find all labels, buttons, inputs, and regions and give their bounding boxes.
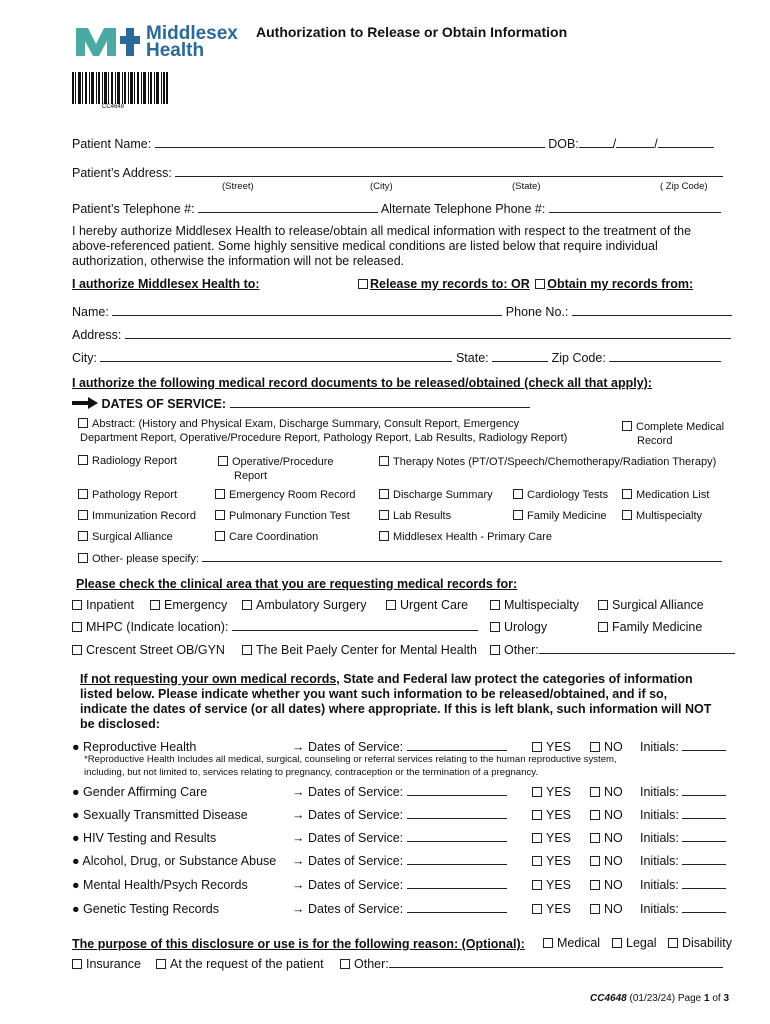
radiology-checkbox[interactable]	[78, 455, 88, 465]
yes-label: YES	[546, 740, 572, 754]
zip-caption: ( Zip Code)	[660, 181, 708, 192]
recipient-address-field[interactable]	[125, 328, 731, 339]
complete-record-label: Complete Medical	[636, 421, 725, 433]
cardiology-checkbox[interactable]	[513, 489, 523, 499]
er-label: Emergency Room Record	[229, 489, 356, 501]
discharge-checkbox[interactable]	[379, 489, 389, 499]
no-checkbox[interactable]	[590, 742, 600, 752]
bullet-icon: ●	[72, 785, 80, 799]
barcode	[72, 72, 168, 112]
pulmonary-checkbox[interactable]	[215, 510, 225, 520]
other-purpose-checkbox[interactable]	[340, 959, 350, 969]
recipient-state-label: State:	[455, 351, 489, 365]
dates-field[interactable]	[407, 878, 507, 889]
recipient-phone-field[interactable]	[572, 305, 732, 316]
initials-label: Initials:	[640, 878, 679, 892]
pathology-checkbox[interactable]	[78, 489, 88, 499]
immunization-checkbox[interactable]	[78, 510, 88, 520]
obtain-checkbox[interactable]	[535, 279, 545, 289]
no-checkbox[interactable]	[590, 880, 600, 890]
no-checkbox[interactable]	[590, 904, 600, 914]
medical-checkbox[interactable]	[543, 938, 553, 948]
medical-label: Medical	[557, 936, 601, 950]
category-row	[72, 878, 248, 892]
footer-page-info	[590, 993, 729, 1004]
complete-record-checkbox[interactable]	[622, 421, 632, 431]
initials-label: Initials:	[640, 808, 679, 822]
mhpc-label: MHPC (Indicate location):	[86, 620, 229, 634]
footer-of: of	[712, 993, 721, 1004]
phone-label: Patient’s Telephone #:	[72, 202, 195, 216]
dates-label: → Dates of Service:	[292, 902, 404, 916]
lab-label: Lab Results	[393, 510, 452, 522]
pathology-label: Pathology Report	[92, 489, 177, 501]
bullet-icon: ●	[72, 831, 80, 845]
category-label: Alcohol, Drug, or Substance Abuse	[82, 854, 277, 868]
dates-field[interactable]	[407, 808, 507, 819]
footer-page-number: 1	[704, 993, 710, 1004]
initials-field[interactable]	[682, 808, 726, 819]
intro-line-2: above-referenced patient. Some highly sensitive medical conditions are listed below that require individual	[72, 239, 658, 253]
authorize-label: I authorize Middlesex Health to:	[72, 277, 260, 291]
recipient-name-field[interactable]	[112, 305, 502, 316]
initials-field[interactable]	[682, 740, 726, 751]
purpose-heading: The purpose of this disclosure or use is for the following reason: (Optional):	[72, 937, 525, 951]
initials-label: Initials:	[640, 831, 679, 845]
obtain-label: Obtain my records from:	[547, 277, 694, 291]
protected-line-3: indicate the dates of service (or all dates) where appropriate. If this is left blank, such information will NOT	[80, 702, 712, 716]
yes-label: YES	[546, 808, 572, 822]
initials-field[interactable]	[682, 902, 726, 913]
cardiology-label: Cardiology Tests	[527, 489, 609, 501]
category-row	[72, 808, 248, 822]
alt-phone-label: Alternate Telephone Phone #:	[380, 202, 546, 216]
dates-field[interactable]	[407, 831, 507, 842]
patient-address-field[interactable]	[175, 166, 723, 177]
address-label: Patient’s Address:	[72, 166, 172, 180]
patient-name-field[interactable]	[155, 137, 545, 148]
category-row	[72, 831, 216, 845]
dates-field[interactable]	[407, 785, 507, 796]
dates-label: → Dates of Service:	[292, 808, 404, 822]
clinical-heading: Please check the clinical area that you are requesting medical records for:	[76, 577, 518, 591]
no-label: NO	[604, 831, 623, 845]
yes-label: YES	[546, 902, 572, 916]
ambulatory-checkbox[interactable]	[242, 600, 252, 610]
initials-label: Initials:	[640, 902, 679, 916]
surgical-alliance-label: Surgical Alliance	[612, 598, 704, 612]
yes-checkbox[interactable]	[532, 787, 542, 797]
category-row	[72, 902, 219, 916]
discharge-label: Discharge Summary	[393, 489, 493, 501]
beit-checkbox[interactable]	[242, 645, 252, 655]
street-caption: (Street)	[222, 181, 254, 192]
initials-field[interactable]	[682, 854, 726, 865]
crescent-checkbox[interactable]	[72, 645, 82, 655]
no-label: NO	[604, 740, 623, 754]
dates-label: → Dates of Service:	[292, 831, 404, 845]
category-row	[72, 854, 276, 868]
mhpc-location-field[interactable]	[232, 620, 478, 631]
intro-line-1: I hereby authorize Middlesex Health to release/obtain all medical information with respect to the treatment of the	[72, 224, 692, 238]
yes-label: YES	[546, 831, 572, 845]
bullet-icon: ●	[72, 902, 80, 916]
emergency-checkbox[interactable]	[150, 600, 160, 610]
recipient-address-label: Address:	[72, 328, 122, 342]
recipient-zip-label: Zip Code:	[551, 351, 606, 365]
recipient-city-label: City:	[72, 351, 97, 365]
category-label: Gender Affirming Care	[83, 785, 208, 799]
yes-checkbox[interactable]	[532, 904, 542, 914]
recipient-name-label: Name:	[72, 305, 109, 319]
urology-checkbox[interactable]	[490, 622, 500, 632]
no-label: NO	[604, 785, 623, 799]
operative-checkbox[interactable]	[218, 456, 228, 466]
other-area-checkbox[interactable]	[490, 645, 500, 655]
release-label: Release my records to: OR	[370, 277, 530, 291]
reproductive-note-1: *Reproductive Health Includes all medical, surgical, counseling or referral services relating to the human reproductive system,	[84, 754, 617, 765]
other-purpose-label: Other:	[354, 957, 389, 971]
protected-lead: If not requesting your own medical records,	[80, 672, 340, 686]
logo	[74, 24, 244, 60]
recipient-state-field[interactable]	[492, 351, 548, 362]
dates-field[interactable]	[407, 902, 507, 913]
patient-request-checkbox[interactable]	[156, 959, 166, 969]
recipient-city-field[interactable]	[100, 351, 452, 362]
legal-checkbox[interactable]	[612, 938, 622, 948]
dates-label: → Dates of Service:	[292, 740, 404, 754]
other-area-field[interactable]	[539, 643, 735, 654]
primary-care-checkbox[interactable]	[379, 531, 389, 541]
legal-label: Legal	[626, 936, 657, 950]
category-row	[72, 740, 196, 754]
category-label: Genetic Testing Records	[83, 902, 219, 916]
no-checkbox[interactable]	[590, 810, 600, 820]
recipient-zip-field[interactable]	[609, 351, 721, 362]
medication-label: Medication List	[636, 489, 710, 501]
dob-label: DOB:	[548, 137, 579, 151]
yes-checkbox[interactable]	[532, 833, 542, 843]
initials-field[interactable]	[682, 831, 726, 842]
operative-label-2: Report	[234, 470, 268, 482]
initials-label: Initials:	[640, 785, 679, 799]
category-label: Reproductive Health	[83, 740, 197, 754]
bullet-icon: ●	[72, 808, 80, 822]
dob-month-field[interactable]	[579, 137, 613, 148]
dob-day-field[interactable]	[616, 137, 654, 148]
documents-heading: I authorize the following medical record documents to be released/obtained (check all that apply):	[72, 376, 652, 390]
no-label: NO	[604, 854, 623, 868]
multispecialty-doc-label: Multispecialty	[636, 510, 703, 522]
initials-label: Initials:	[640, 854, 679, 868]
no-checkbox[interactable]	[590, 833, 600, 843]
state-caption: (State)	[512, 181, 541, 192]
no-label: NO	[604, 808, 623, 822]
family-medicine-checkbox[interactable]	[598, 622, 608, 632]
phone-field[interactable]	[198, 202, 378, 213]
therapy-checkbox[interactable]	[379, 456, 389, 466]
intro-line-3: authorization, otherwise the information will not be released.	[72, 254, 405, 268]
barcode-text: CC4648	[102, 104, 125, 110]
yes-label: YES	[546, 854, 572, 868]
therapy-label: Therapy Notes (PT/OT/Speech/Chemotherapy/Radiation Therapy)	[393, 456, 717, 468]
initials-field[interactable]	[682, 785, 726, 796]
yes-checkbox[interactable]	[532, 856, 542, 866]
abstract-label: Abstract: (History and Physical Exam, Discharge Summary, Consult Report, Emergency	[92, 418, 520, 430]
category-label: Sexually Transmitted Disease	[83, 808, 248, 822]
yes-label: YES	[546, 785, 572, 799]
no-checkbox[interactable]	[590, 856, 600, 866]
logo-mark-icon	[74, 24, 140, 58]
family-medicine-doc-label: Family Medicine	[527, 510, 607, 522]
beit-label: The Beit Paely Center for Mental Health	[256, 643, 477, 657]
other-doc-label: Other- please specify:	[92, 553, 199, 565]
insurance-checkbox[interactable]	[72, 959, 82, 969]
footer-page-word: Page	[677, 993, 702, 1004]
complete-record-label-2: Record	[637, 435, 673, 447]
urgent-care-checkbox[interactable]	[386, 600, 396, 610]
care-coordination-checkbox[interactable]	[215, 531, 225, 541]
urology-label: Urology	[504, 620, 548, 634]
category-row	[72, 785, 207, 799]
bullet-icon: ●	[72, 854, 80, 868]
dates-label: → Dates of Service:	[292, 785, 404, 799]
abstract-checkbox[interactable]	[78, 418, 88, 428]
disability-label: Disability	[682, 936, 733, 950]
category-label: Mental Health/Psych Records	[83, 878, 248, 892]
category-label: HIV Testing and Results	[83, 831, 217, 845]
initials-label: Initials:	[640, 740, 679, 754]
no-label: NO	[604, 902, 623, 916]
inpatient-label: Inpatient	[86, 598, 134, 612]
brand-line-2: Health	[146, 40, 205, 61]
family-medicine-label: Family Medicine	[612, 620, 703, 634]
primary-care-label: Middlesex Health - Primary Care	[393, 531, 552, 543]
crescent-label: Crescent Street OB/GYN	[86, 643, 225, 657]
inpatient-checkbox[interactable]	[72, 600, 82, 610]
dob-year-field[interactable]	[658, 137, 714, 148]
brand-line-1: Middlesex	[146, 23, 238, 44]
recipient-phone-label: Phone No.:	[505, 305, 569, 319]
bullet-icon: ●	[72, 878, 80, 892]
no-label: NO	[604, 878, 623, 892]
family-medicine-doc-checkbox[interactable]	[513, 510, 523, 520]
patient-request-label: At the request of the patient	[170, 957, 324, 971]
lab-checkbox[interactable]	[379, 510, 389, 520]
dates-field[interactable]	[407, 854, 507, 865]
yes-checkbox[interactable]	[532, 810, 542, 820]
dates-of-service-field[interactable]	[230, 397, 530, 408]
surgical-doc-label: Surgical Alliance	[92, 531, 173, 543]
dates-of-service-label: DATES OF SERVICE:	[101, 397, 227, 411]
yes-checkbox[interactable]	[532, 880, 542, 890]
surgical-alliance-checkbox[interactable]	[598, 600, 608, 610]
no-checkbox[interactable]	[590, 787, 600, 797]
protected-line-2: listed below. Please indicate whether you want such information to be released/obtained, and if so,	[80, 687, 668, 701]
yes-checkbox[interactable]	[532, 742, 542, 752]
medication-checkbox[interactable]	[622, 489, 632, 499]
radiology-label: Radiology Report	[92, 455, 177, 467]
patient-name-label: Patient Name:	[72, 137, 152, 151]
footer-form-code: CC4648	[590, 993, 627, 1004]
protected-line-1: State and Federal law protect the categories of information	[339, 672, 693, 686]
abstract-label-2: Department Report, Operative/Procedure Report, Pathology Report, Lab Results, Radiology Report)	[80, 432, 568, 444]
ambulatory-label: Ambulatory Surgery	[256, 598, 367, 612]
release-checkbox[interactable]	[358, 279, 368, 289]
multispecialty-label: Multispecialty	[504, 598, 580, 612]
footer-page-total: 3	[723, 993, 730, 1004]
reproductive-note-2: including, but not limited to, services relating to pregnancy, contraception or the termination of a pregnancy.	[84, 767, 539, 778]
other-doc-checkbox[interactable]	[78, 553, 88, 563]
other-area-label: Other:	[504, 643, 539, 657]
footer-date: (01/23/24)	[629, 993, 676, 1004]
initials-field[interactable]	[682, 878, 726, 889]
urgent-care-label: Urgent Care	[400, 598, 469, 612]
immunization-label: Immunization Record	[92, 510, 196, 522]
other-purpose-field[interactable]	[389, 957, 723, 968]
mhpc-checkbox[interactable]	[72, 622, 82, 632]
city-caption: (City)	[370, 181, 393, 192]
arrow-right-icon	[72, 397, 98, 412]
alt-phone-field[interactable]	[549, 202, 721, 213]
yes-label: YES	[546, 878, 572, 892]
pulmonary-label: Pulmonary Function Test	[229, 510, 350, 522]
dates-label: → Dates of Service:	[292, 878, 404, 892]
surgical-doc-checkbox[interactable]	[78, 531, 88, 541]
emergency-label: Emergency	[164, 598, 228, 612]
operative-label: Operative/Procedure	[232, 456, 334, 468]
protected-line-4: be disclosed:	[80, 717, 160, 731]
dates-label: → Dates of Service:	[292, 854, 404, 868]
insurance-label: Insurance	[86, 957, 141, 971]
er-checkbox[interactable]	[215, 489, 225, 499]
other-doc-field[interactable]	[202, 551, 722, 562]
multispecialty-doc-checkbox[interactable]	[622, 510, 632, 520]
care-coordination-label: Care Coordination	[229, 531, 319, 543]
page-title: Authorization to Release or Obtain Information	[256, 24, 568, 40]
dates-field[interactable]	[407, 740, 507, 751]
multispecialty-checkbox[interactable]	[490, 600, 500, 610]
bullet-icon: ●	[72, 740, 80, 754]
disability-checkbox[interactable]	[668, 938, 678, 948]
